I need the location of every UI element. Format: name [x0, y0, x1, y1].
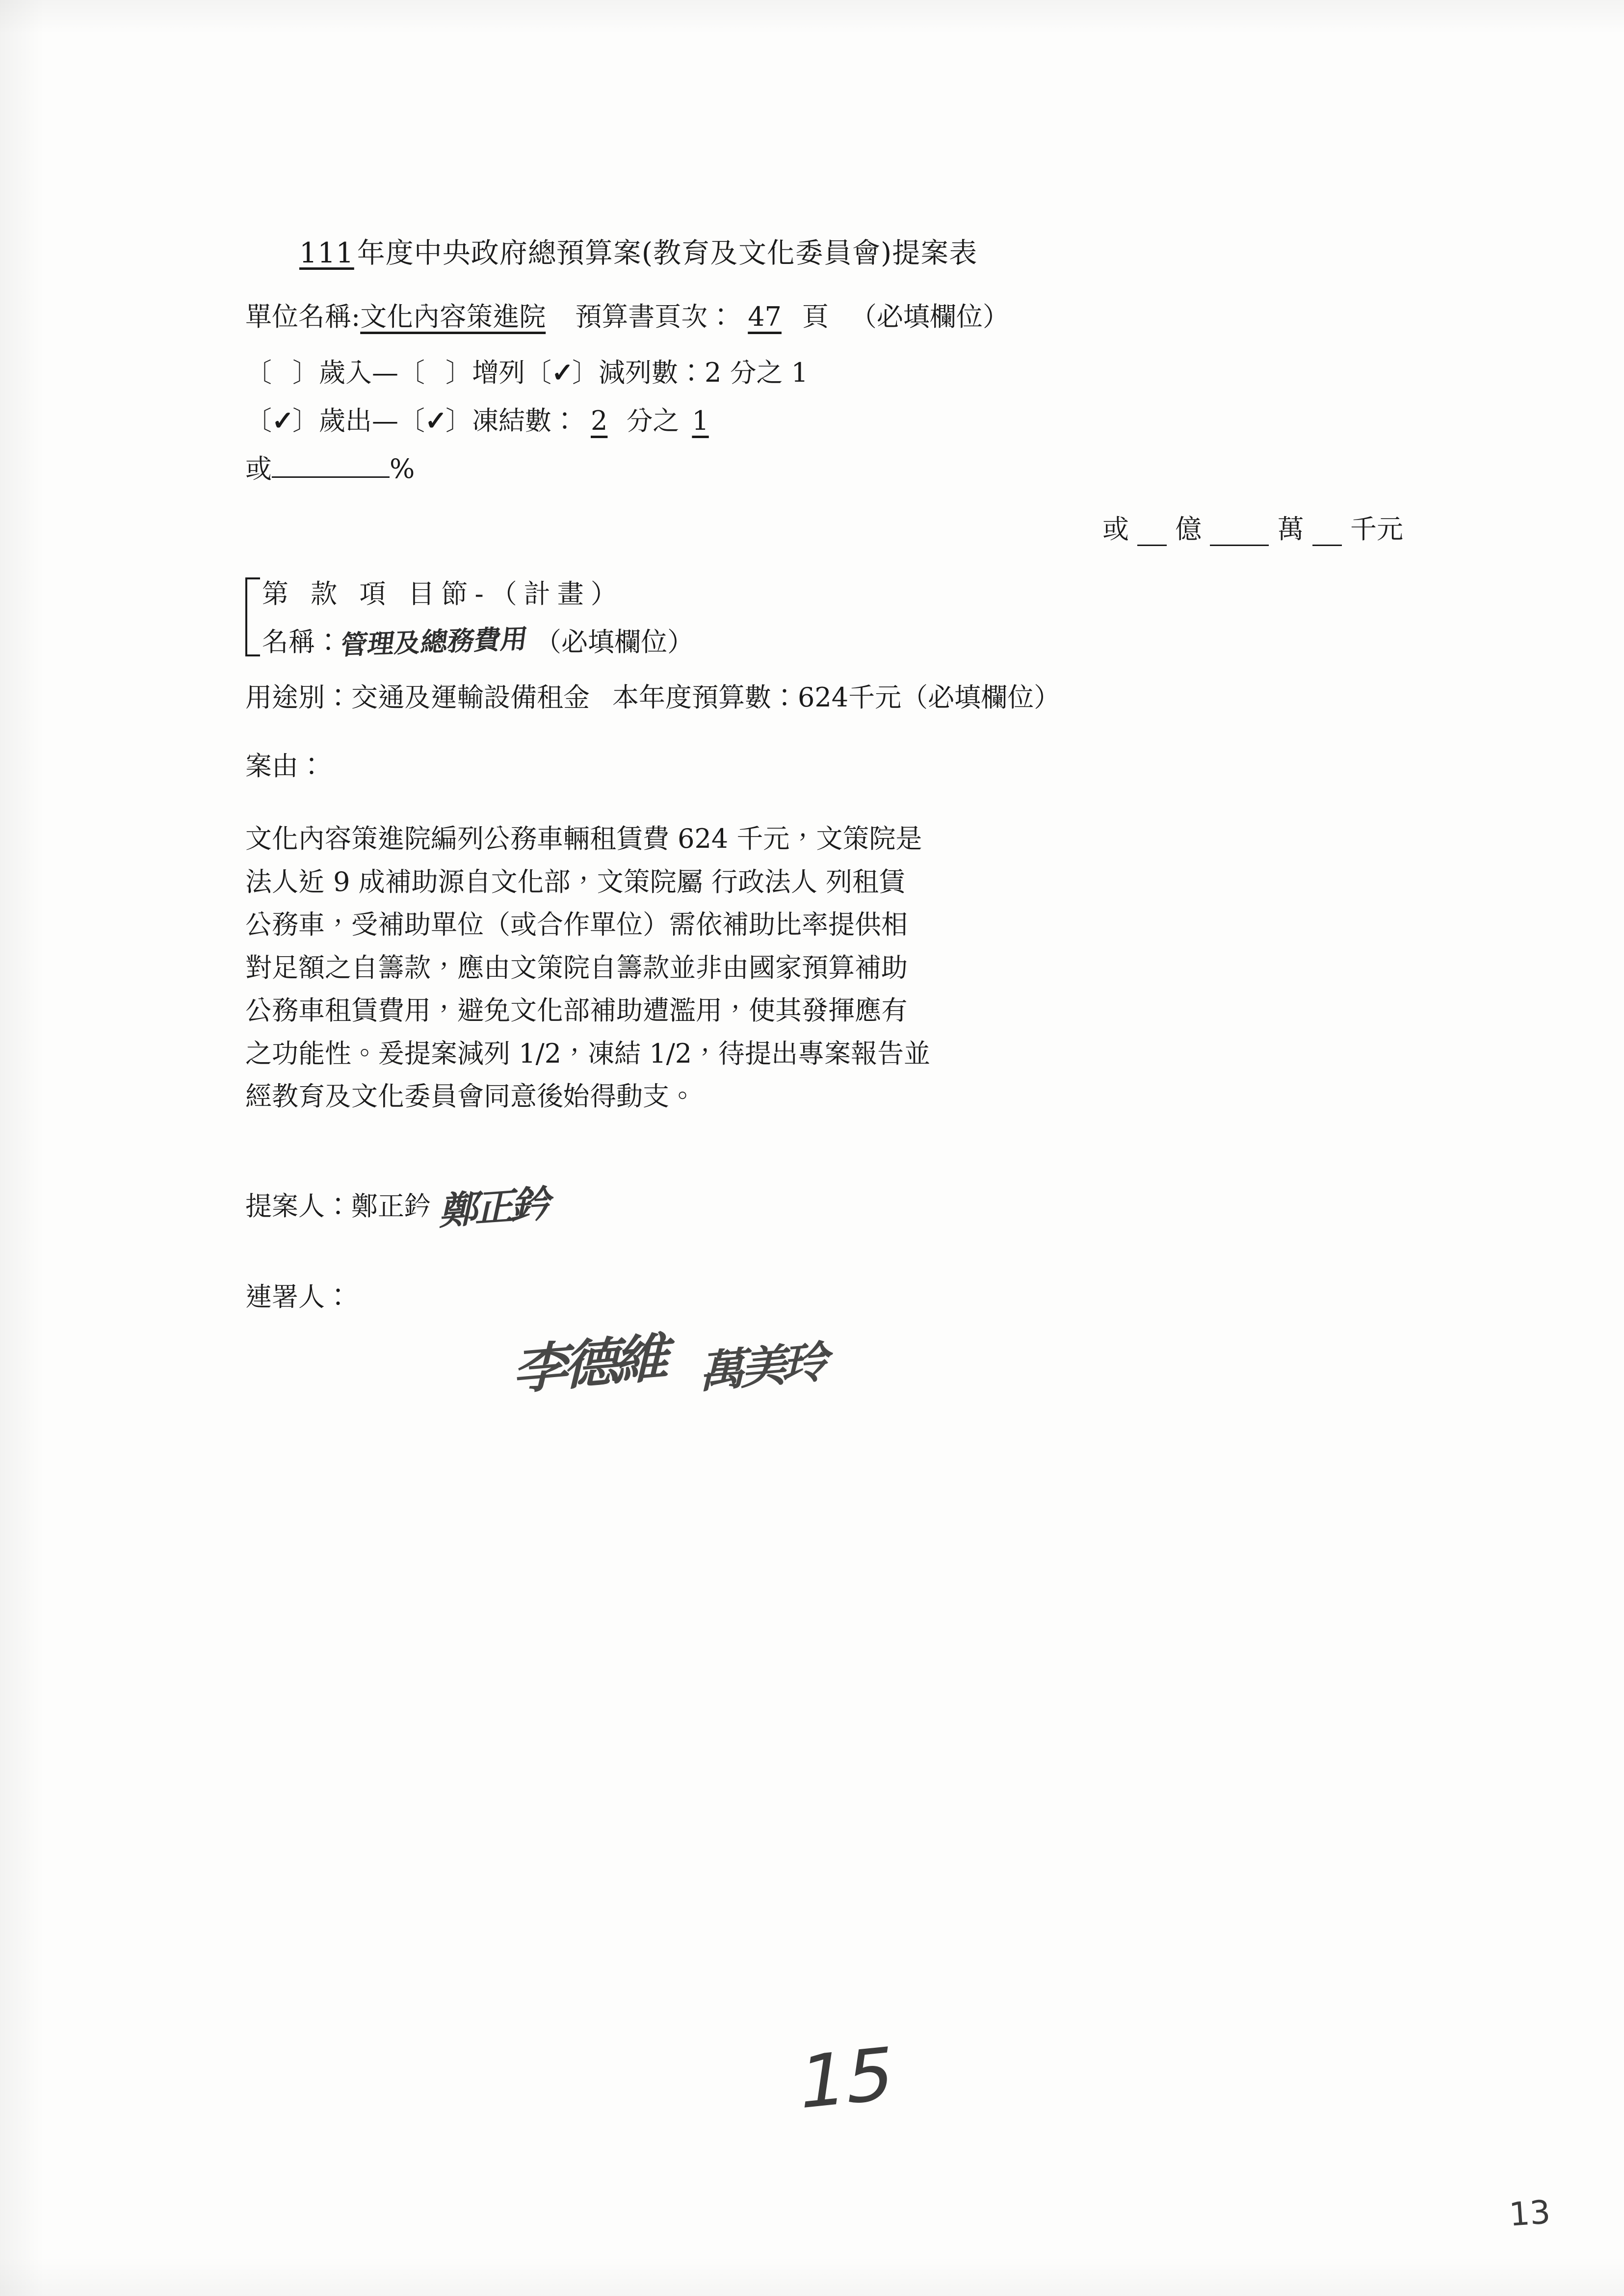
- revenue-label: 歲入—: [319, 357, 398, 388]
- freeze-label: 凍結數：: [472, 405, 578, 436]
- proposer-block: [245, 1177, 1433, 1232]
- amount-unit-qian: 千元: [1350, 513, 1403, 545]
- usage-required-note: （必填欄位）: [901, 682, 1061, 713]
- percent-suffix: %: [390, 453, 415, 484]
- freeze-bracket-close: 〕: [445, 405, 472, 436]
- expenditure-checkbox[interactable]: ✓: [272, 404, 294, 436]
- cosigner-block: [245, 1276, 1433, 1402]
- reason-label-text: 案由：: [245, 751, 325, 782]
- proposer-label: 提案人：: [245, 1191, 351, 1222]
- budget-item-group: [245, 574, 1433, 662]
- current-budget-unit: 千元: [848, 682, 902, 713]
- handwritten-page-number: 15: [792, 2031, 901, 2126]
- expenditure-label: 歲出—: [319, 405, 398, 436]
- budget-page-unit: 頁: [802, 301, 829, 332]
- reason-line: 公務車租賃費用，避免文化部補助遭濫用，使其發揮應有: [245, 995, 908, 1026]
- amount-blank-wan[interactable]: [1210, 519, 1269, 546]
- reason-line: 之功能性。爰提案減列 1/2，凍結 1/2，待提出專案報告並: [245, 1038, 931, 1069]
- cosigner-signatures: [510, 1301, 1433, 1402]
- increase-label: 增列: [472, 357, 525, 388]
- reason-line: [245, 861, 1433, 903]
- freeze-numerator[interactable]: 2: [591, 405, 608, 436]
- reason-body: [245, 817, 1433, 1118]
- reason-line: 公務車，受補助單位（或合作單位）需依補助比率提供相: [245, 909, 908, 940]
- budget-code-label: 第 款 項 目節-（計畫）: [262, 578, 624, 609]
- freeze-bracket-open: 〔: [398, 405, 425, 436]
- budget-page-label: 預算書頁次：: [575, 301, 734, 332]
- cosigner-label: 連署人：: [245, 1281, 351, 1312]
- proposer-name: 鄭正鈐: [351, 1191, 431, 1222]
- revenue-bracket-close: 〕: [292, 357, 319, 388]
- unit-row: [245, 297, 1433, 337]
- amount-unit-yi: 億: [1175, 513, 1202, 545]
- title-text: 年度中央政府總預算案(教育及文化委員會)提案表: [357, 237, 978, 269]
- revenue-row: [245, 353, 1433, 392]
- percent-blank[interactable]: [272, 451, 390, 478]
- unit-value: 文化內容策進院: [360, 301, 546, 332]
- scan-shadow-top: [0, 0, 1624, 34]
- freeze-checkbox[interactable]: ✓: [425, 404, 447, 436]
- unit-label: 單位名稱:: [245, 301, 361, 332]
- usage-value: 交通及運輸設備租金: [351, 682, 590, 713]
- reason-line: 經教育及文化委員會同意後始得動支。: [245, 1081, 696, 1112]
- cosigner-signature: 萬美玲: [696, 1335, 833, 1399]
- reason-label: [245, 747, 1433, 786]
- current-budget-label: 本年度預算數：: [612, 682, 798, 713]
- decrease-bracket-close: 〕: [572, 357, 599, 388]
- title-year: 111: [299, 237, 354, 269]
- budget-name-note: （必填欄位）: [535, 626, 694, 657]
- corner-page-number: 13: [1508, 2193, 1552, 2234]
- budget-name-row: [262, 623, 1433, 662]
- freeze-mid-label: 分之: [626, 405, 680, 436]
- scan-shadow-bottom: [0, 2257, 1624, 2296]
- unit-required-note: （必填欄位）: [850, 301, 1009, 332]
- reason-line: 文化內容策進院編列公務車輛租賃費 624 千元，文策院是: [245, 823, 922, 855]
- expenditure-row: [245, 401, 1433, 441]
- usage-row: [245, 678, 1433, 717]
- amount-blank-yi[interactable]: [1137, 519, 1167, 546]
- budget-name-label: 名稱：: [262, 626, 341, 657]
- amount-blank-qian[interactable]: [1312, 519, 1342, 546]
- reason-line-part: 法人近 9 成補助源自文化部，文策院屬 行政法人 列租賃: [245, 866, 906, 897]
- page-title: [299, 231, 1433, 271]
- usage-label: 用途別：: [245, 682, 351, 713]
- budget-page-value: 47: [748, 301, 782, 332]
- decrease-label: 減列數：2 分之 1: [599, 357, 809, 388]
- budget-code-row: [262, 574, 1433, 614]
- cosigner-signature: 李德維: [510, 1326, 676, 1402]
- expenditure-bracket-close: 〕: [292, 405, 319, 436]
- amount-prefix: 或: [1102, 513, 1129, 545]
- amount-unit-wan: 萬: [1277, 513, 1304, 545]
- revenue-bracket-open: 〔: [245, 357, 272, 388]
- decrease-bracket-open: 〔: [525, 357, 551, 388]
- current-budget-value: 624: [798, 682, 849, 713]
- scan-shadow-left: [0, 0, 44, 2296]
- expenditure-bracket-open: 〔: [245, 405, 272, 436]
- percent-row: [245, 449, 1433, 489]
- freeze-denominator[interactable]: 1: [692, 405, 709, 436]
- document-body: [245, 231, 1433, 1402]
- percent-prefix: 或: [245, 453, 272, 484]
- decrease-checkbox[interactable]: ✓: [551, 356, 574, 388]
- proposer-signature: 鄭正鈐: [437, 1182, 555, 1233]
- increase-bracket-close: 〕: [445, 357, 472, 388]
- increase-bracket-open: 〔: [398, 357, 425, 388]
- reason-line: 對足額之自籌款，應由文策院自籌款並非由國家預算補助: [245, 952, 908, 983]
- budget-name-value: 管理及總務費用: [339, 623, 529, 661]
- amount-row: [245, 508, 1433, 546]
- proposer-row: [245, 1177, 1433, 1232]
